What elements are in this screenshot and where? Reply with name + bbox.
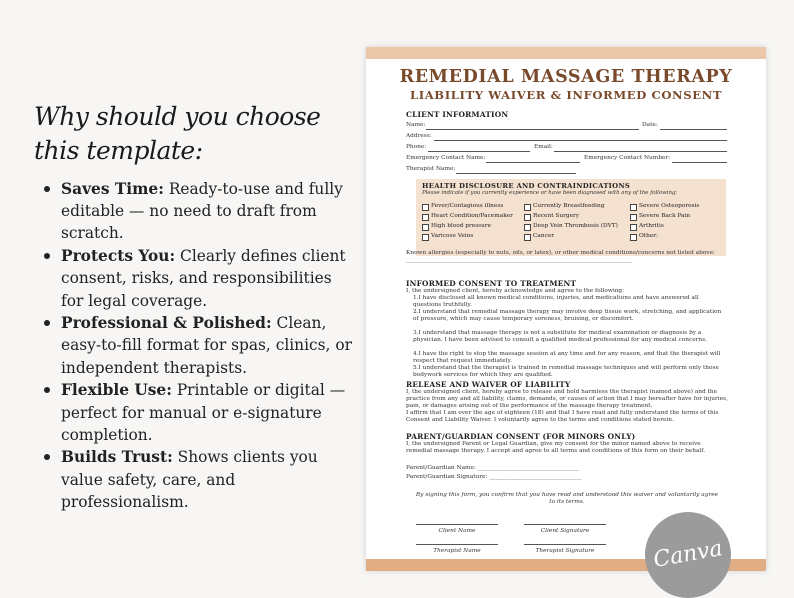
canva-logo-text: Canva — [651, 536, 725, 573]
date-line[interactable] — [660, 129, 727, 130]
benefit-title: Professional & Polished: — [61, 314, 272, 333]
name-line[interactable] — [426, 129, 639, 130]
client-signature-label: Client Signature — [540, 528, 590, 534]
benefit-text: Ready-to-use and fully editable — no need to draft from scratch. — [61, 180, 343, 243]
therapist-name-line[interactable] — [456, 173, 576, 174]
therapist-name-signature-block[interactable] — [416, 544, 498, 554]
consent-item: 3.I understand that massage therapy is not a substitute for medical examination or diagnosis by a physician. I have been advised to consult a qualified medical professional for any medical concerns. — [413, 330, 707, 344]
email-line[interactable] — [554, 151, 727, 152]
address-row — [406, 133, 728, 143]
address-line[interactable] — [434, 140, 727, 141]
consent-item: 5.I understand that the therapist is trained in remedial massage techniques and will perform only those bodywork services for which they are qualified. — [413, 365, 719, 379]
benefit-item — [42, 178, 357, 245]
release-heading: RELEASE AND WAIVER OF LIABILITY — [406, 380, 571, 389]
benefit-text: Shows clients you value safety, care, and professionalism. — [61, 448, 318, 511]
canva-logo-badge — [645, 512, 731, 598]
address-label: Address: — [406, 133, 432, 139]
checkbox-item[interactable]: Arthritis — [630, 223, 664, 229]
parent-name-field[interactable]: Parent/Guardian Name: ___________________________________ — [406, 465, 580, 471]
checkbox-item[interactable]: Cancer — [524, 233, 554, 239]
benefit-item — [42, 245, 357, 312]
benefit-title: Builds Trust: — [61, 448, 173, 467]
checkbox-item[interactable]: Currently Breastfeeding — [524, 203, 604, 209]
benefit-title: Saves Time: — [61, 180, 164, 198]
signing-note: By signing this form, you confirm that you have read and understood this waiver and voluntarily agree to its terms. — [415, 492, 719, 506]
health-note: Please indicate if you currently experience or have been diagnosed with any of the following: — [422, 190, 678, 196]
benefit-item — [42, 379, 357, 446]
benefit-text: Clean, easy-to-fill format for spas, clinics, or independent therapists. — [61, 314, 352, 377]
benefit-list — [42, 178, 357, 514]
checkbox-item[interactable]: Deep Vein Thrombosis (DVT) — [524, 223, 618, 229]
checkbox-item[interactable]: Recent Surgery — [524, 213, 579, 219]
therapist-signature-block[interactable] — [524, 544, 606, 554]
checkbox-item[interactable]: Severe Back Pain — [630, 213, 690, 219]
therapist-name-sig-label: Therapist Name — [433, 548, 481, 554]
client-signature-block[interactable] — [524, 524, 606, 534]
consent-item: 2.I understand that remedial massage therapy may involve deep tissue work, stretching, and application of pressure, which may cause temporary soreness, bruising, or discomfort. — [413, 309, 722, 323]
benefit-title: Protects You: — [61, 247, 176, 266]
health-disclosure-box — [416, 179, 726, 256]
emergency-number-label: Emergency Contact Number: — [584, 155, 671, 161]
therapist-row — [406, 166, 728, 176]
checkbox-item[interactable]: Severe Osteoporosis — [630, 203, 699, 209]
parent-text: I, the undersigned Parent or Legal Guardian, give my consent for the minor named above to receive remedial massage therapy. I accept and agree to all terms and conditions of this form on their behalf. — [406, 441, 706, 455]
waiver-document — [366, 47, 766, 571]
top-accent-bar — [366, 47, 766, 59]
health-title: HEALTH DISCLOSURE AND CONTRAINDICATIONS — [422, 182, 631, 190]
phone-label: Phone: — [406, 144, 427, 150]
emergency-name-line[interactable] — [486, 162, 580, 163]
document-title: REMEDIAL MASSAGE THERAPY — [399, 67, 733, 87]
client-name-signature-block[interactable] — [416, 524, 498, 534]
consent-heading: INFORMED CONSENT TO TREATMENT — [406, 279, 577, 288]
benefit-item — [42, 312, 357, 379]
checkbox-item[interactable]: Other: — [630, 233, 658, 239]
therapist-signature-label: Therapist Signature — [535, 548, 595, 554]
consent-item: 4.I have the right to stop the massage session at any time and for any reason, and that the therapist will respect that request immediately. — [413, 351, 721, 365]
promo-headline: Why should you choose this template: — [34, 102, 321, 165]
client-info-heading: CLIENT INFORMATION — [406, 110, 509, 119]
email-label: Email: — [534, 144, 553, 150]
benefit-item — [42, 446, 357, 513]
emergency-name-label: Emergency Contact Name: — [406, 155, 486, 161]
consent-intro: I, the undersigned client, hereby acknowledge and agree to the following: — [406, 288, 625, 294]
allergies-field[interactable]: Known allergies (especially to nuts, oils, or latex), or other medical conditions/concerns not listed above: ______________________________________________________________________________ — [406, 250, 715, 264]
checkbox-item[interactable]: Heart Condition/Pacemaker — [422, 213, 513, 219]
consent-item: 1.I have disclosed all known medical conditions, injuries, and medications and have answered all questions truthfully. — [413, 295, 699, 309]
parent-heading: PARENT/GUARDIAN CONSENT (FOR MINORS ONLY) — [406, 432, 636, 441]
release-text: I, the undersigned client, hereby agree to release and hold harmless the therapist (named above) and the practice from any and all liability, claims, demands, or causes of action that I may hereafter have for injuries, pain, or damages arising out of the performance of the massage therapy treatment. — [406, 389, 728, 410]
name-label: Name: — [406, 122, 426, 128]
name-row — [406, 122, 728, 132]
emergency-row — [406, 155, 728, 165]
checkbox-item[interactable]: High blood pressure — [422, 223, 491, 229]
checkbox-item[interactable]: Varicose Veins — [422, 233, 473, 239]
contact-row — [406, 144, 728, 154]
parent-signature-field[interactable]: Parent/Guardian Signature: ________________________________ — [406, 474, 583, 480]
benefit-text: Printable or digital — perfect for manual or e-signature completion. — [61, 381, 346, 444]
date-label: Date: — [642, 122, 658, 128]
document-subtitle: LIABILITY WAIVER & INFORMED CONSENT — [409, 88, 723, 102]
client-name-label: Client Name — [438, 528, 476, 534]
benefit-title: Flexible Use: — [61, 381, 172, 400]
benefit-text: Clearly defines client consent, risks, and responsibilities for legal coverage. — [61, 247, 346, 310]
release-affirmation: I affirm that I am over the age of eighteen (18) and that I have read and fully understand the terms of this Consent and Liability Waiver. I voluntarily agree to the terms and conditions stated herein. — [406, 410, 719, 424]
phone-line[interactable] — [428, 151, 530, 152]
checkbox-item[interactable]: Fever/Contagious illness — [422, 203, 503, 209]
emergency-number-line[interactable] — [672, 162, 727, 163]
therapist-name-label: Therapist Name: — [406, 166, 456, 172]
